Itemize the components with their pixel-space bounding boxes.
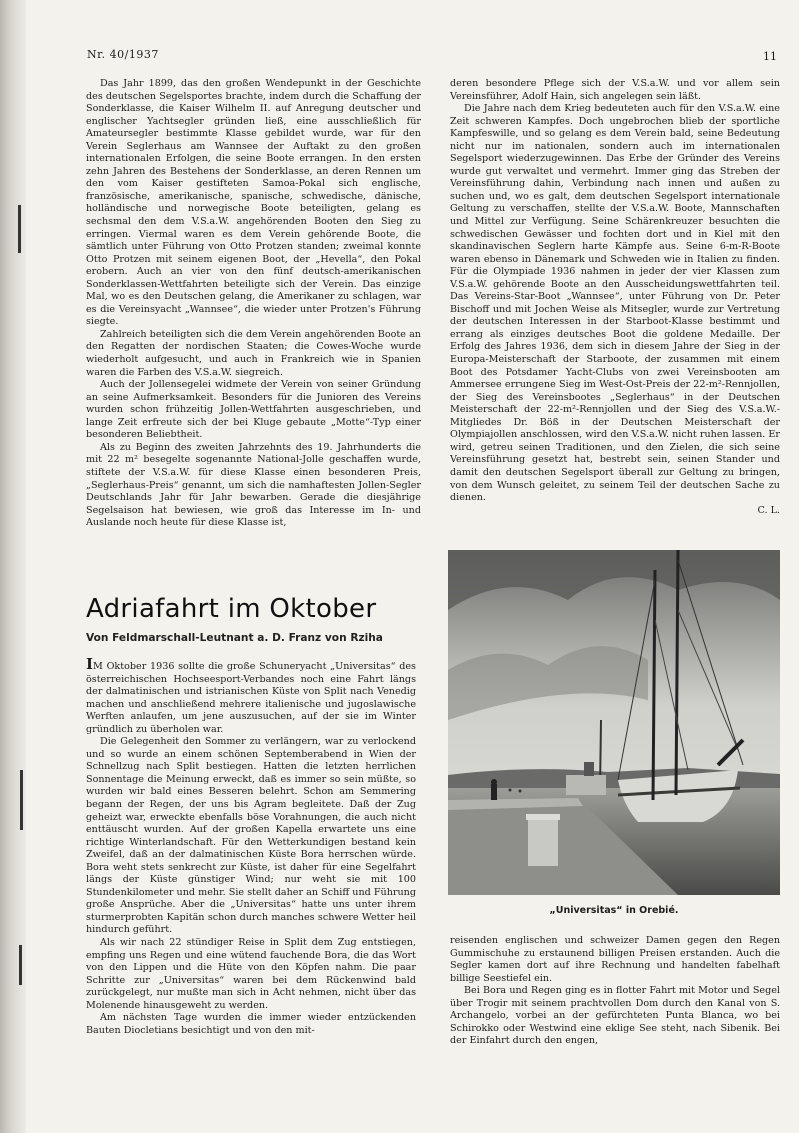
paragraph: reisenden englischen und schweizer Damen gegen den Regen Gummischuhe zu erstaunend billigen Preisen erstanden. Auch die Segler kamen dort auf ihre Rechnung und handelten fabelhaft billige Seestiefel ein. — [450, 935, 780, 984]
paragraph: Zahlreich beteiligten sich die dem Verein angehörenden Boote an den Regatten der nordischen Staaten; die Cowes-Woche wurde wiederholt aufgesucht, und auch in Frankreich wie in Spanien waren die Farben des V.S.a.W. siegreich. — [86, 328, 421, 378]
article2-left-column — [86, 655, 416, 1037]
page-header — [87, 48, 777, 66]
author-signature: C. L. — [757, 504, 780, 516]
paragraph: Die Gelegenheit den Sommer zu verlängern, war zu verlockend und so wurde an einem schönen Septemberabend in Wien der Schnellzug nach Split bestiegen. Hatten die letzten herrlichen Sonnentage die Meinung erweckt, daß es immer so sein müßte, so wurden wir bald eines Besseren belehrt. Schon am Semmering begann der Regen, der uns bis Agram begleitete. Daß der Zug geheizt war, erweckte ebenfalls böse Vorahnungen, die auch nicht enttäuscht wurden. Auf der großen Kapella erwartete uns eine richtige Winterlandschaft. Für den Wetterkundigen bestand kein Zweifel, daß an der dalmatinischen Küste Bora herrschen würde. Bora weht stets senkrecht zur Küste, ist daher für eine Segelfahrt längs der Küste günstiger Wind; nur weht sie mit 100 Stundenkilometer und mehr. Sie stellt daher an Schiff und Führung große Ansprüche. Aber die „Universitas“ hatte uns unter ihrem sturmerprobten Kapitän schon durch manches schwere Wetter heil hindurch geführt. — [86, 736, 416, 936]
spine-mark — [19, 945, 22, 985]
paragraph: Als zu Beginn des zweiten Jahrzehnts des 19. Jahrhunderts die mit 22 m² besegelte sogenannte National-Jolle geschaffen wurde, stiftete der V.S.a.W. für diese Klasse einen besonderen Preis, „Seglerhaus-Preis“ genannt, um sich die namhaftesten Jollen-Segler Deutschlands Jahr für Jahr bewarben. Gerade die diesjährige Segelsaison hat bewiesen, wie groß das Interesse im In- und Auslande noch heute für diese Klasse ist, — [86, 441, 421, 529]
paragraph: deren besondere Pflege sich der V.S.a.W. und vor allem sein Vereinsführer, Adolf Hain, sich angelegen sein läßt. — [450, 78, 780, 102]
paragraph: Auch der Jollensegelei widmete der Verein von seiner Gründung an seine Aufmerksamkeit. Besonders für die Junioren des Vereins wurden schon frühzeitig Jollen-Wettfahrten ausgeschrieben, und lange Zeit erfreute sich der bei Kluge gebaute „Motte“-Typ einer besonderen Beliebtheit. — [86, 379, 421, 441]
article2-right-column — [450, 935, 780, 1048]
schooner-photo — [448, 550, 780, 895]
paragraph: Als wir nach 22 stündiger Reise in Split dem Zug entstiegen, empfing uns Regen und eine wütend fauchende Bora, die das Wort von den Lippen und die Hüte von den Köpfen nahm. Die paar Schritte zur „Universitas“ waren bei dem Rückenwind bald zurückgelegt, nur mußte man sich in Acht nehmen, nicht über das Molenende hinausgeweht zu werden. — [86, 937, 416, 1011]
article-byline: Von Feldmarschall-Leutnant a. D. Franz von Rziha — [86, 632, 383, 644]
page-number: 11 — [763, 50, 777, 63]
paragraph-text: M Oktober 1936 sollte die große Schuneryacht „Universitas“ des österreichischen Hochseesport-Verbandes noch eine Fahrt längs der dalmatinischen und istrianischen Küste von Split nach Venedig machen und anschließend mehrere italienische und jugoslawische Werften anlaufen, um jene auszusuchen, auf der sie im Winter gründlich zu überholen war. — [86, 661, 416, 735]
spine-mark — [18, 205, 21, 253]
article1-right-column — [450, 78, 780, 517]
paragraph: Am nächsten Tage wurden die immer wieder entzückenden Bauten Diocletians besichtigt und von den mit- — [86, 1012, 416, 1036]
paragraph: Bei Bora und Regen ging es in flotter Fahrt mit Motor und Segel über Trogir mit seinem prachtvollen Dom durch den Kanal von S. Archangelo, vorbei an der gefürchteten Punta Blanca, wo bei Schirokko oder Westwind eine eklige See steht, nach Sibenik. Bei der Einfahrt durch den engen, — [450, 985, 780, 1047]
drop-cap: I — [86, 655, 94, 673]
spine-mark — [20, 770, 23, 830]
issue-number: Nr. 40/1937 — [87, 48, 159, 61]
paragraph — [86, 655, 416, 736]
book-spine-edge — [0, 0, 26, 1133]
photo-caption: „Universitas“ in Orebié. — [549, 905, 679, 916]
paragraph: Die Jahre nach dem Krieg bedeuteten auch für den V.S.a.W. eine Zeit schweren Kampfes. Doch ungebrochen blieb der sportliche Kampfeswille, und so gelang es dem Verein bald, seine Bedeutung nicht nur im nationalen, sondern auch im internationalen Segelsport wiederzugewinnen. Das Erbe der Gründer des Vereins wurde gut verwaltet und vermehrt. Immer ging das Streben der Vereinsführung dahin, Verbindung nach innen und außen zu suchen und, wo es galt, dem deutschen Segelsport internationale Geltung zu verschaffen, stellte der V.S.a.W. Boote, Mannschaften und Mittel zur Verfügung. Seine Schärenkreuzer besuchten die schwedischen Gewässer und fochten dort und in Kiel mit den skandinavischen Seglern harte Kämpfe aus. Seine 6-m-R-Boote waren ebenso in Dänemark und Schweden wie in Italien zu finden. Für die Olympiade 1936 nahmen in jeder der vier Klassen zum V.S.a.W. gehörende Boote an den Ausscheidungswettfahrten teil. Das Vereins-Star-Boot „Wannsee“, unter Führung von Dr. Peter Bischoff und mit Jochen Weise als Mitsegler, wurde zur Vertretung der deutschen Interessen in der Starboot-Klasse bestimmt und errang als einziges deutsches Boot die goldene Medaille. Der Erfolg des Jahres 1936, dem sich in diesem Jahre der Sieg in der Europa-Meisterschaft der Starboote, der zusammen mit einem Boot des Potsdamer Yacht-Clubs von zwei Vereinsbooten am Ammersee errungene Sieg im West-Ost-Preis der 22-m²-Rennjollen, der Sieg des Vereinsbootes „Seglerhaus“ in der Deutschen Meisterschaft der 22-m²-Rennjollen und der Sieg des V.S.a.W.-Mitgliedes Dr. Böß in der Deutschen Meisterschaft der Olympiajollen anschlossen, wird den V.S.a.W. nicht ruhen lassen. Er wird, getreu seinen Traditionen, und den Zielen, die sich seine Vereinsführung gesetzt hat, bestrebt sein, seinen Stander und damit den deutschen Segelsport überall zur Geltung zu bringen, von dem Wunsch geleitet, zu seinem Teil der deutschen Sache zu dienen. — [450, 103, 780, 504]
paragraph: Das Jahr 1899, das den großen Wendepunkt in der Geschichte des deutschen Segelsportes brachte, indem durch die Schaffung der Sonderklasse, die Kaiser Wilhelm II. auf Anregung deutscher und englischer Yachtsegler gründen ließ, eine ausschließlich für Amateursegler bestimmte Klasse gebildet wurde, war für den Verein Seglerhaus am Wannsee der Auftakt zu den großen internationalen Erfolgen, die seine Boote errangen. In den ersten zehn Jahren des Bestehens der Sonderklasse, an deren Rennen um den vom Kaiser gestifteten Samoa-Pokal sich englische, französische, amerikanische, spanische, schwedische, dänische, holländische und norwegische Boote beteiligten, gelang es sechsmal den dem V.S.a.W. angehörenden Booten den Sieg zu erringen. Viermal waren es dem Verein gehörende Boote, die sämtlich unter Führung von Otto Protzen standen; zweimal konnte Otto Protzen mit seinem eigenen Boot, der „Hevella“, den Pokal erobern. Auch an vier von den fünf deutsch-amerikanischen Sonderklassen-Wettfahrten beteiligte sich der Verein. Das einzige Mal, wo es den Deutschen gelang, die Amerikaner zu schlagen, war es die Vereinsyacht „Wannsee“, die wieder unter Protzen's Führung siegte. — [86, 78, 421, 328]
article1-left-column — [86, 78, 421, 530]
article-title: Adriafahrt im Oktober — [86, 594, 377, 624]
harbor-photo-illustration — [448, 550, 780, 895]
